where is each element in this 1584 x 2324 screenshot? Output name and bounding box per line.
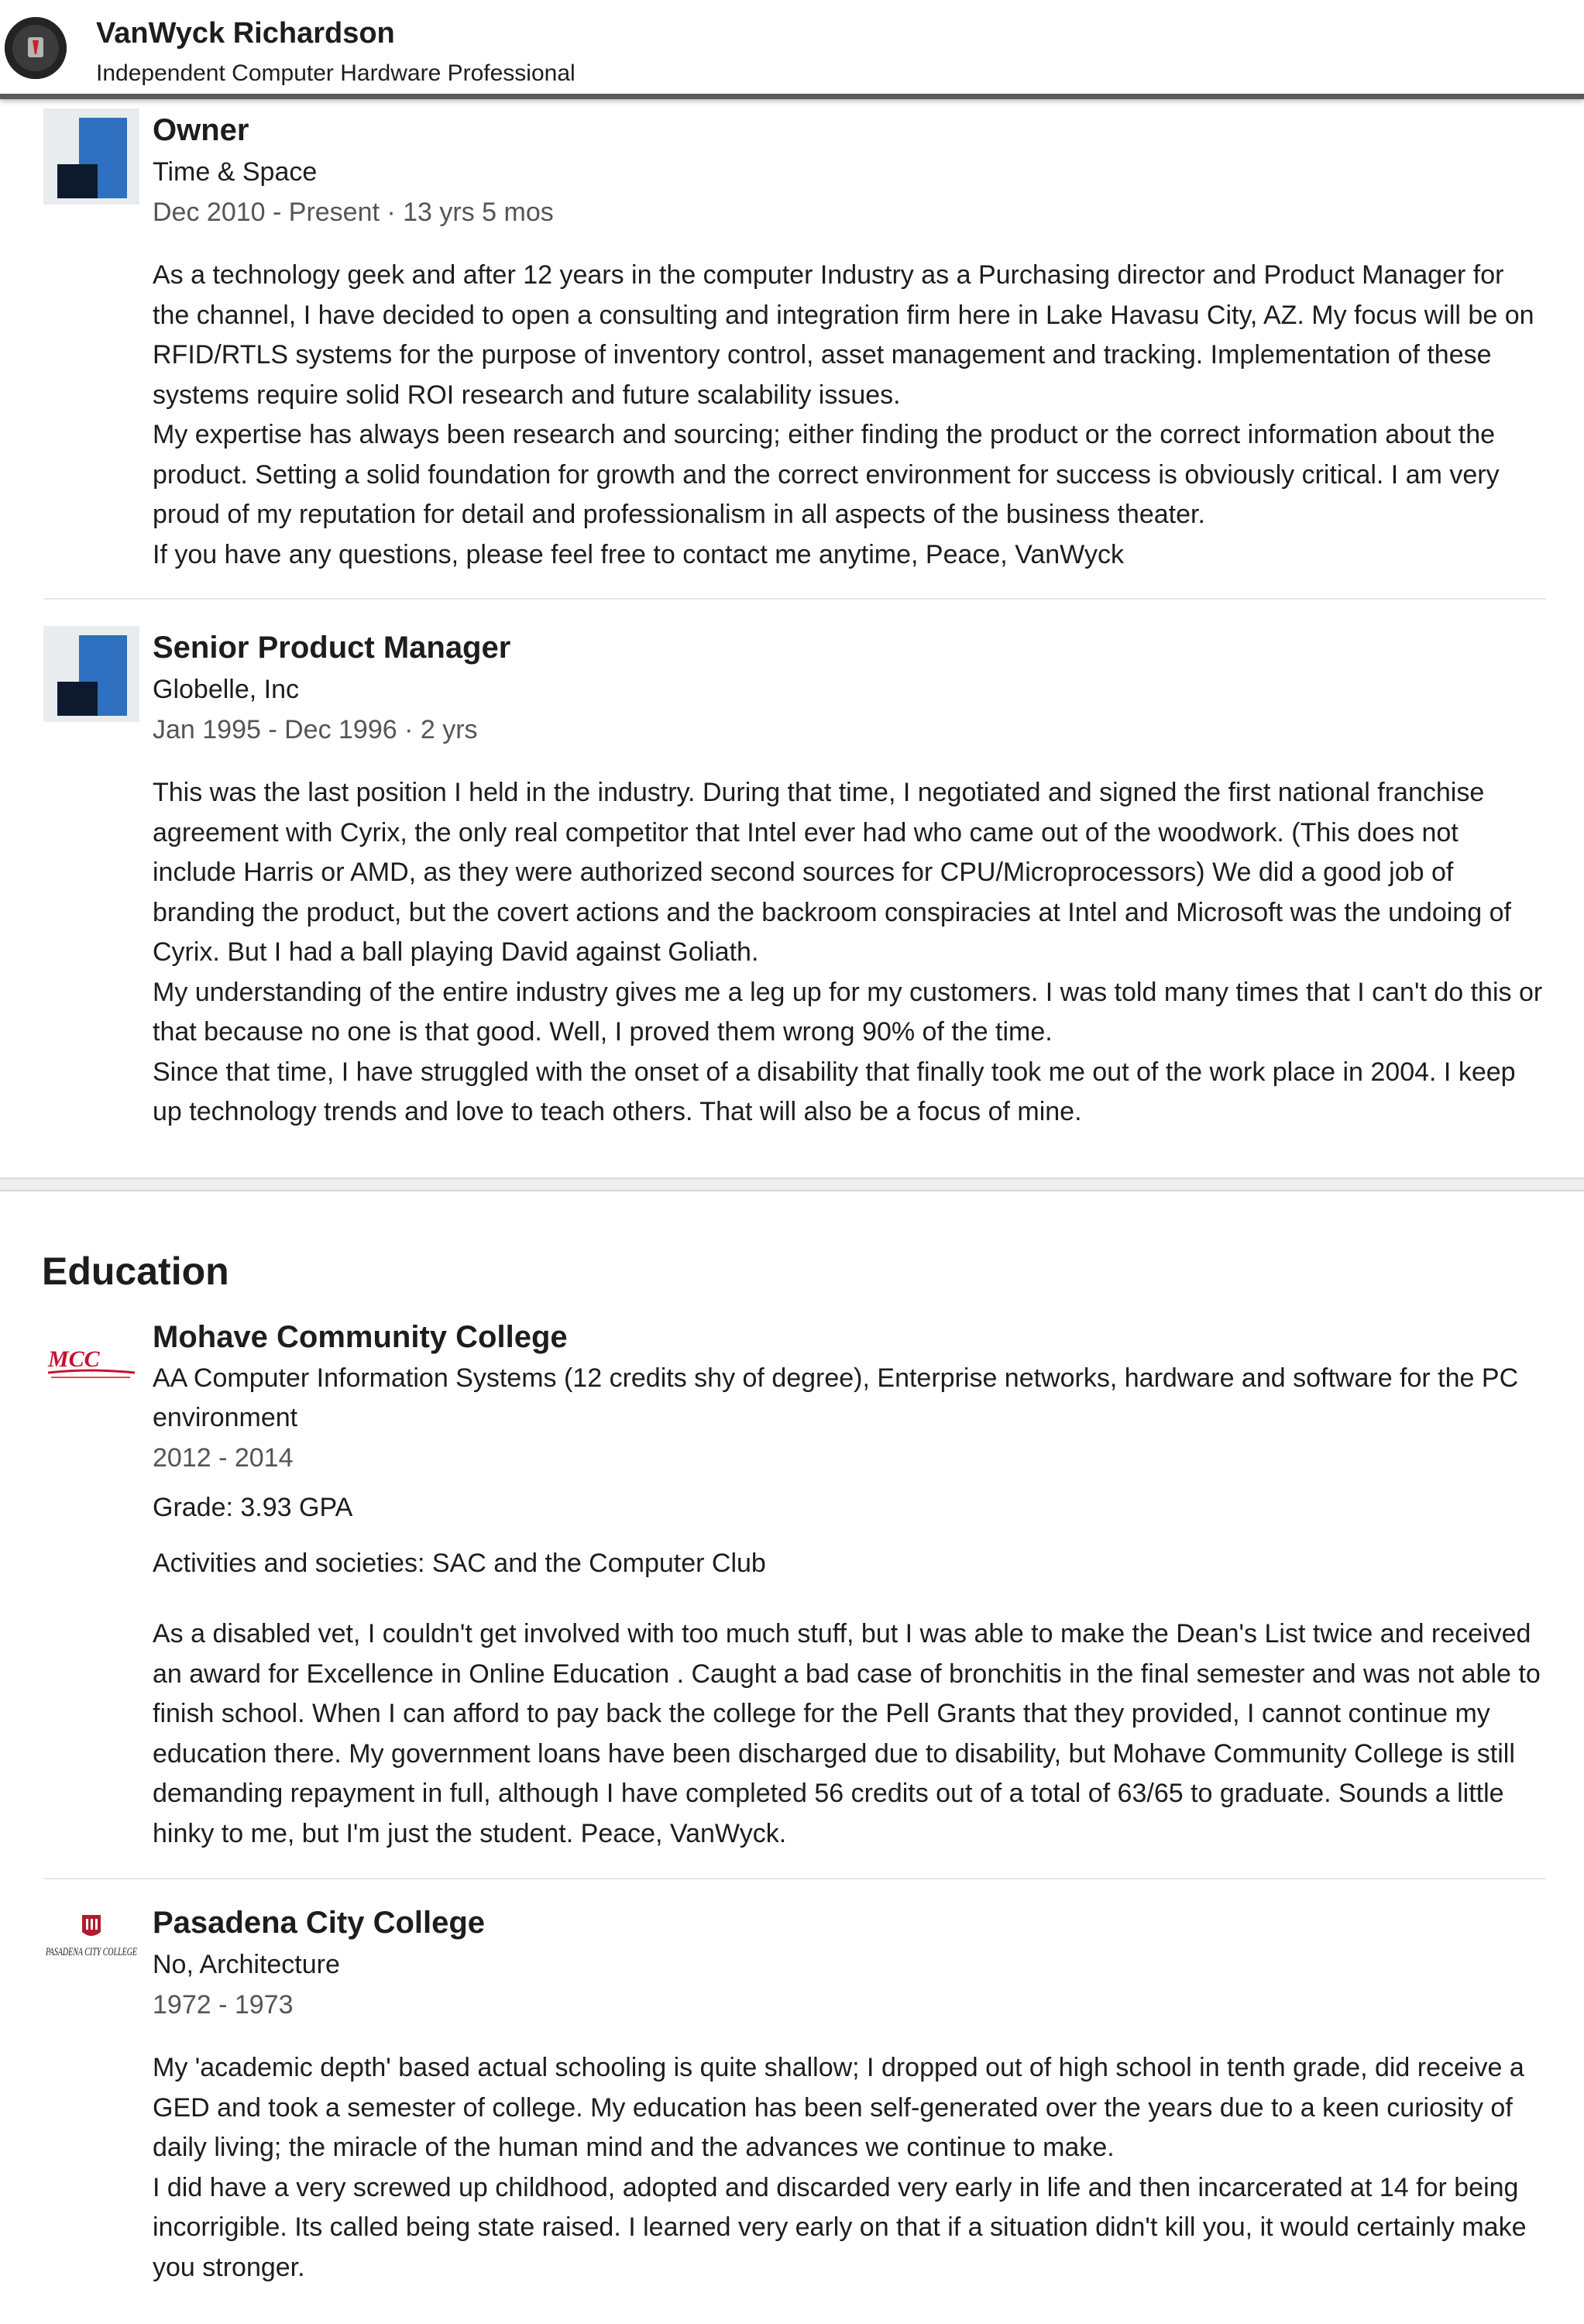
company-placeholder-icon [43, 626, 139, 722]
mcc-logo-icon [43, 1334, 139, 1396]
job-title: Senior Product Manager [153, 631, 511, 665]
job-dates: Jan 1995 - Dec 1996 · 2 yrs [153, 715, 478, 744]
profile-sticky-header [0, 0, 1584, 99]
section-separator [0, 1177, 1584, 1191]
education-section-title: Education [42, 1250, 229, 1293]
grade: Grade: 3.93 GPA [153, 1493, 353, 1522]
school-description-paragraph: My 'academic depth' based actual schooling is quite shallow; I dropped out of high school in tenth grade, did receive a GED and took a semester of college. My education has been self-generated over the years due to a keen curiosity of daily living; the miracle of the human mind and the advances we continue to make. [153, 2053, 1524, 2162]
school-name[interactable]: Mohave Community College [153, 1320, 568, 1354]
school-name[interactable]: Pasadena City College [153, 1906, 486, 1940]
job-description [153, 256, 1547, 575]
school-dates: 2012 - 2014 [153, 1443, 294, 1473]
job-description [153, 773, 1547, 1133]
entry-divider [43, 1878, 1546, 1879]
degree: No, Architecture [153, 1950, 340, 1979]
school-logo-pasadena[interactable] [43, 1912, 139, 1989]
company-logo-time-and-space[interactable] [43, 108, 139, 205]
svg-text:MCC: MCC [48, 1346, 100, 1372]
job-description-paragraph: If you have any questions, please feel free to contact me anytime, Peace, VanWyck [153, 539, 1124, 569]
profile-headline: Independent Computer Hardware Professional [96, 60, 576, 86]
school-dates: 1972 - 1973 [153, 1990, 294, 2020]
profile-avatar[interactable] [5, 17, 67, 79]
pcc-logo-icon [43, 1912, 139, 1989]
company-logo-globelle[interactable] [43, 626, 139, 722]
job-title: Owner [153, 113, 249, 147]
avatar-image-icon [5, 17, 67, 79]
job-description-paragraph: This was the last position I held in the industry. During that time, I negotiated and signed the first national franchise agreement with Cyrix, the only real competitor that Intel ever had who came out of the woodwork. (This does not include Harris or AMD, as they were authorized second sources for CPU/Microprocessors) We did a good job of branding the product, but the covert actions and the backroom conspiracies at Intel and Microsoft was the undoing of Cyrix. But I had a ball playing David against Goliath. [153, 778, 1511, 967]
job-description-paragraph: My understanding of the entire industry gives me a leg up for my customers. I was told many times that I can't do this or that because no one is that good. Well, I proved them wrong 90% of the time. [153, 977, 1543, 1047]
activities: Activities and societies: SAC and the Computer Club [153, 1549, 766, 1578]
job-description-paragraph: Since that time, I have struggled with the onset of a disability that finally took me out of the work place in 2004. I keep up technology trends and love to teach others. That will also be a focus of mine. [153, 1057, 1516, 1126]
job-description-paragraph: As a technology geek and after 12 years in the computer Industry as a Purchasing director and Product Manager for the channel, I have decided to open a consulting and integration firm here in Lake Havasu City, AZ. My focus will be on RFID/RTLS systems for the purpose of inventory control, asset management and tracking. Implementation of these systems require solid ROI research and future scalability issues. [153, 260, 1534, 410]
school-description [153, 2048, 1547, 2288]
school-description [153, 1614, 1547, 1854]
entry-divider [43, 598, 1546, 600]
svg-text:PASADENA CITY COLLEGE: PASADENA CITY COLLEGE [45, 1946, 137, 1958]
degree: AA Computer Information Systems (12 credits shy of degree), Enterprise networks, hardware and software for the PC environment [153, 1363, 1519, 1432]
profile-name[interactable]: VanWyck Richardson [96, 17, 395, 50]
school-logo-mohave[interactable] [43, 1334, 139, 1396]
job-description-paragraph: My expertise has always been research and sourcing; either finding the product or the correct information about the product. Setting a solid foundation for growth and the correct environment for success is obviously critical. I am very proud of my reputation for detail and professionalism in all aspects of the business theater. [153, 420, 1500, 529]
job-dates: Dec 2010 - Present · 13 yrs 5 mos [153, 198, 554, 227]
company-name[interactable]: Time & Space [153, 157, 318, 187]
school-description-paragraph: I did have a very screwed up childhood, adopted and discarded very early in life and then incarcerated at 14 for being incorrigible. Its called being state raised. I learned very early on that if a situation didn't kill you, it would certainly make you stronger. [153, 2172, 1527, 2282]
company-name[interactable]: Globelle, Inc [153, 675, 299, 704]
company-placeholder-icon [43, 108, 139, 205]
school-description-paragraph: As a disabled vet, I couldn't get involved with too much stuff, but I was able to make the Dean's List twice and received an award for Excellence in Online Education . Caught a bad case of bronchitis in the final semester and was not able to finish school. When I can afford to pay back the college for the Pell Grants that they provided, I cannot continue my education there. My government loans have been discharged due to disability, but Mohave Community College is still demanding repayment in full, although I have completed 56 credits out of a total of 63/65 to graduate. Sounds a little hinky to me, but I'm just the student. Peace, VanWyck. [153, 1619, 1541, 1848]
